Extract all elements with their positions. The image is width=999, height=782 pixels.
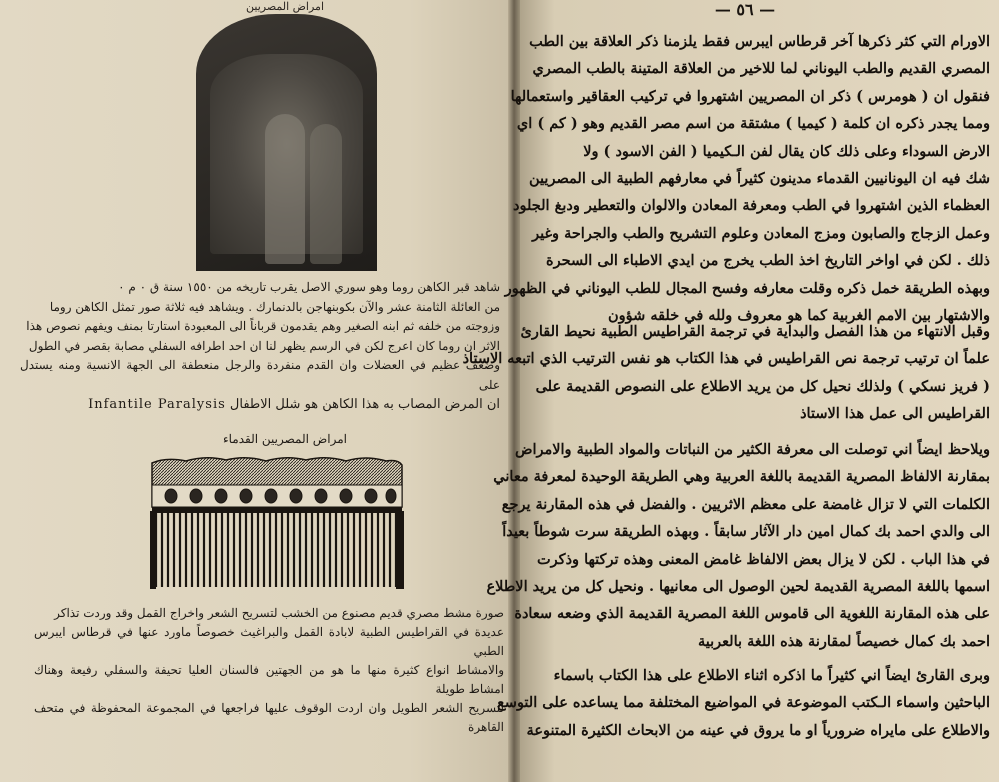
text-line: شك فيه ان اليونانيين القدماء مدينون كثيراً في معارفهم الطبية الى المصريين <box>529 170 990 188</box>
text-line: بمقارنة الالفاظ المصرية القديمة باللغة العربية وهي الطريقة الوحيدة لمعرفة معاني <box>493 468 990 486</box>
text-line: ومما يجدر ذكره ان كلمة ( كيميا ) مشتقة من اسم مصر القديم وهو ( كم ) اي <box>516 115 990 133</box>
left-running-head: امراض المصريين <box>246 0 324 13</box>
caption-arabic-end: ان المرض المصاب به هذا الكاهن هو شلل الاطفال <box>229 397 500 412</box>
text-line: الى والدي احمد بك كمال امين دار الآثار سابقاً . وبهذه الطريقة سرت شوطاً بعيداً <box>502 523 990 541</box>
text-line: على هذه المقارنة اللغوية الى قاموس اللغة المصرية القديمة الذي وضعه سعادة <box>514 605 990 623</box>
stela-figure-priest <box>265 114 305 264</box>
stela-figure-wife <box>310 124 342 264</box>
text-line: الكلمات التي لا تزال غامضة على معظم الاثريين . والفضل في هذه المقارنة يرجع <box>501 495 990 513</box>
comb-caption <box>34 604 504 737</box>
text-line: فنقول ان ( هومرس ) ذكر ان المصريين اشتهروا في تركيب العقاقير واستعمالها <box>510 87 990 105</box>
paragraph-greek-medicine <box>504 28 990 329</box>
text-line: اسمها باللغة المصرية القديمة لحين الوصول الى معانيها . ونحيل كل من يريد الاطلاع <box>486 578 990 596</box>
caption-line: الاثر ان روما كان اعرج لكن في الرسم يظهر لنا ان احد اطرافه السفلي مصابة بقصر في الطول <box>28 338 500 353</box>
text-line: علماً ان ترتيب ترجمة نص القراطيس في هذا الكتاب هو نفس الترتيب الذي اتبعه الاستاذ <box>462 350 990 368</box>
caption-line-final <box>20 395 500 415</box>
text-line: العظماء الذين اشتهروا في الطب ومعرفة المعادن والالوان والتعطير ودبغ الجلود <box>513 197 990 215</box>
stela-relief <box>210 54 363 254</box>
caption-line: عديدة في القراطيس الطبية لابادة القمل والبراغيث خصوصاً ماورد عنها في قرطاس ايبرس الطبي <box>34 625 504 658</box>
text-line: احمد بك كمال خصيصاً لمقارنة هذه اللغة بالعربية <box>697 632 990 650</box>
paragraph-references <box>497 662 990 744</box>
text-line: الاورام التي كثر ذكرها آخر قرطاس ايبرس فقط يلزمنا ذكر العلاقة بين الطب <box>529 33 990 50</box>
caption-line: وزوجته من خلفه ثم ابنه الصغير وهم يقدمون قرباناً الى المعبودة استارتا بمنف ويفهم نصوص هذا <box>26 319 500 333</box>
text-line: وبهذه الطريقة خمل ذكره وقلت معارفه وفسح المجال للطب اليوناني في الظهور <box>504 279 990 297</box>
page-number: — ٥٦ — <box>714 0 776 19</box>
paragraph-translation-order <box>462 318 990 428</box>
caption-line: من العائلة الثامنة عشر والآن بكوبنهاجن بالدنمارك . ويشاهد فيه ثلاثة صور تمثل الكاهن روما <box>49 299 500 314</box>
text-line: والاطلاع على مايراه ضرورياً او ما يروق في عينه من الابحاث الكثيرة المتنوعة <box>526 721 990 739</box>
caption-line: لتسريح الشعر الطويل وان اردت الوقوف عليها فراجعها في المجموعة المحفوظة في متحف القاهرة <box>34 701 504 734</box>
comb-section-title: امراض المصريين القدماء <box>223 432 347 446</box>
caption-line: صورة مشط مصري قديم مصنوع من الخشب لتسريح الشعر واخراج القمل وقد وردت تذاكر <box>54 606 504 620</box>
text-line: القراطيس الى عمل هذا الاستاذ <box>800 405 990 423</box>
text-line: وبرى القارئ ايضاً اني كثيراً ما اذكره اثناء الاطلاع على هذا الكتاب باسماء <box>553 667 990 684</box>
comb-illustration <box>146 455 408 593</box>
text-line: ( فريز نسكي ) ولذلك نحيل كل من يريد الاطلاع على النصوص القديمة على <box>535 377 990 395</box>
text-line: في هذا الباب . لكن لا يزال بعض الالفاظ غامض المعنى وهذه تركتها وذكرت <box>537 550 990 568</box>
text-line: ويلاحظ ايضاً اني توصلت الى معرفة الكثير من النباتات والمواد الطبية والامراض <box>514 441 990 458</box>
text-line: ذلك . لكن في اواخر التاريخ اخذ الطب يخرج من ايدي الاطباء الى السحرة <box>546 252 990 270</box>
caption-line: والامشاط انواع كثيرة منها ما هو من الجهتين فالسنان العليا تحيفة والسفلي رفيعة وهناك امشاط طويلة <box>34 663 504 696</box>
latin-term: Infantile Paralysis <box>88 397 226 412</box>
text-line: والاشتهار بين الامم الغربية كما هو معروف ولله في خلقه شؤون <box>607 307 990 325</box>
caption-line: وضعف عظيم في العضلات وان القدم منفردة والرجل منعطفة الى الجهة الانسية ومنه يستدل على <box>20 358 500 392</box>
text-line: وقبل الانتهاء من هذا الفصل والبداية في ترجمة القراطيس الطبية نحيط القارئ <box>520 323 990 340</box>
stela-photograph <box>196 14 377 271</box>
caption-line: شاهد قبر الكاهن روما وهو سوري الاصل يقرب تاريخه من ١٥٥٠ سنة ق ٠ م ٠ <box>118 280 500 294</box>
text-line: الباحثين واسماء الـكتب الموضوعة في المواضيع المختلفة مما يساعده على التوسع <box>497 694 990 712</box>
paragraph-word-comparison <box>486 436 990 655</box>
text-line: وعمل الزجاج والصابون ومزج المعادن وعلوم التشريح والطب والجراحة وغير <box>532 224 990 242</box>
text-line: المصري القديم والطب اليوناني لما للاخير من العلاقة المتينة بالطب المصري <box>532 60 990 78</box>
stela-caption <box>20 278 500 415</box>
text-line: الارض السوداء وعلى ذلك كان يقال لفن الـكيميا ( الفن الاسود ) ولا <box>583 142 990 160</box>
